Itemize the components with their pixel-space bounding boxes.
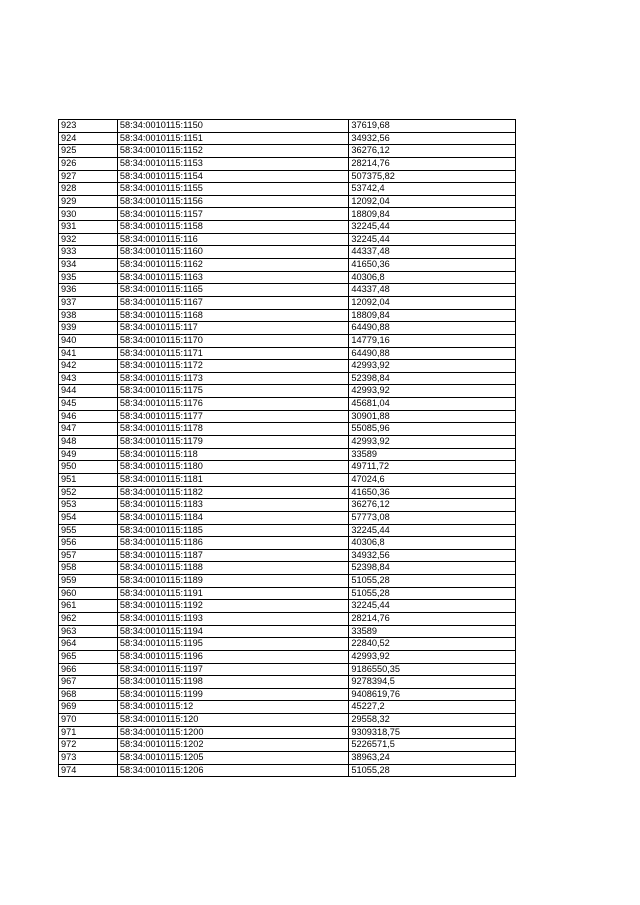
- cadastral-number-cell: 58:34:0010115:1205: [117, 752, 349, 765]
- table-row: [59, 600, 516, 613]
- row-number-cell: 972: [59, 739, 118, 752]
- table-row: [59, 549, 516, 562]
- cadastral-number-cell: 58:34:0010115:1197: [117, 663, 349, 676]
- table-row: [59, 562, 516, 575]
- value-cell: 49711,72: [349, 461, 516, 474]
- row-number-cell: 961: [59, 600, 118, 613]
- row-number-cell: 948: [59, 436, 118, 449]
- value-cell: 42993,92: [349, 385, 516, 398]
- table-row: [59, 461, 516, 474]
- value-cell: 53742,4: [349, 183, 516, 196]
- cadastral-number-cell: 58:34:0010115:1202: [117, 739, 349, 752]
- value-cell: 44337,48: [349, 246, 516, 259]
- cadastral-number-cell: 58:34:0010115:1180: [117, 461, 349, 474]
- cadastral-number-cell: 58:34:0010115:1192: [117, 600, 349, 613]
- table-row: [59, 385, 516, 398]
- value-cell: 45681,04: [349, 398, 516, 411]
- cadastral-number-cell: 58:34:0010115:1172: [117, 360, 349, 373]
- cadastral-number-cell: 58:34:0010115:1154: [117, 170, 349, 183]
- cadastral-number-cell: 58:34:0010115:1162: [117, 259, 349, 272]
- value-cell: 5226571,5: [349, 739, 516, 752]
- table-row: [59, 296, 516, 309]
- row-number-cell: 959: [59, 575, 118, 588]
- value-cell: 29558,32: [349, 714, 516, 727]
- value-cell: 32245,44: [349, 233, 516, 246]
- table-row: [59, 410, 516, 423]
- table-row: [59, 650, 516, 663]
- cadastral-number-cell: 58:34:0010115:1160: [117, 246, 349, 259]
- row-number-cell: 969: [59, 701, 118, 714]
- row-number-cell: 939: [59, 322, 118, 335]
- value-cell: 64490,88: [349, 347, 516, 360]
- value-cell: 34932,56: [349, 549, 516, 562]
- value-cell: 47024,6: [349, 473, 516, 486]
- value-cell: 40306,8: [349, 537, 516, 550]
- value-cell: 55085,96: [349, 423, 516, 436]
- row-number-cell: 952: [59, 486, 118, 499]
- value-cell: 32245,44: [349, 600, 516, 613]
- cadastral-number-cell: 58:34:0010115:1187: [117, 549, 349, 562]
- value-cell: 9278394,5: [349, 676, 516, 689]
- row-number-cell: 944: [59, 385, 118, 398]
- table-row: [59, 764, 516, 777]
- cadastral-number-cell: 58:34:0010115:1195: [117, 638, 349, 651]
- row-number-cell: 928: [59, 183, 118, 196]
- value-cell: 52398,84: [349, 562, 516, 575]
- value-cell: 41650,36: [349, 486, 516, 499]
- row-number-cell: 929: [59, 195, 118, 208]
- value-cell: 51055,28: [349, 575, 516, 588]
- value-cell: 12092,04: [349, 195, 516, 208]
- cadastral-number-cell: 58:34:0010115:1175: [117, 385, 349, 398]
- table-row: [59, 195, 516, 208]
- row-number-cell: 962: [59, 612, 118, 625]
- value-cell: 41650,36: [349, 259, 516, 272]
- table-row: [59, 170, 516, 183]
- row-number-cell: 965: [59, 650, 118, 663]
- value-cell: 34932,56: [349, 132, 516, 145]
- data-table: [58, 119, 516, 777]
- table-row: [59, 625, 516, 638]
- cadastral-number-cell: 58:34:0010115:1171: [117, 347, 349, 360]
- cadastral-number-cell: 58:34:0010115:1184: [117, 511, 349, 524]
- table-row: [59, 688, 516, 701]
- cadastral-number-cell: 58:34:0010115:1183: [117, 499, 349, 512]
- cadastral-number-cell: 58:34:0010115:1168: [117, 309, 349, 322]
- value-cell: 42993,92: [349, 360, 516, 373]
- row-number-cell: 923: [59, 120, 118, 133]
- value-cell: 51055,28: [349, 587, 516, 600]
- cadastral-number-cell: 58:34:0010115:1158: [117, 221, 349, 234]
- table-row: [59, 739, 516, 752]
- row-number-cell: 938: [59, 309, 118, 322]
- cadastral-number-cell: 58:34:0010115:1155: [117, 183, 349, 196]
- table-row: [59, 511, 516, 524]
- value-cell: 57773,08: [349, 511, 516, 524]
- value-cell: 33589: [349, 625, 516, 638]
- cadastral-number-cell: 58:34:0010115:1173: [117, 372, 349, 385]
- value-cell: 36276,12: [349, 499, 516, 512]
- table-row: [59, 752, 516, 765]
- table-row: [59, 233, 516, 246]
- row-number-cell: 931: [59, 221, 118, 234]
- table-row: [59, 726, 516, 739]
- cadastral-number-cell: 58:34:0010115:1176: [117, 398, 349, 411]
- value-cell: 45227,2: [349, 701, 516, 714]
- table-row: [59, 360, 516, 373]
- cadastral-number-cell: 58:34:0010115:1186: [117, 537, 349, 550]
- row-number-cell: 967: [59, 676, 118, 689]
- cadastral-number-cell: 58:34:0010115:1185: [117, 524, 349, 537]
- row-number-cell: 971: [59, 726, 118, 739]
- cadastral-number-cell: 58:34:0010115:1179: [117, 436, 349, 449]
- row-number-cell: 968: [59, 688, 118, 701]
- table-row: [59, 524, 516, 537]
- cadastral-number-cell: 58:34:0010115:1157: [117, 208, 349, 221]
- row-number-cell: 927: [59, 170, 118, 183]
- row-number-cell: 950: [59, 461, 118, 474]
- table-row: [59, 537, 516, 550]
- row-number-cell: 973: [59, 752, 118, 765]
- table-row: [59, 322, 516, 335]
- table-row: [59, 473, 516, 486]
- value-cell: 42993,92: [349, 436, 516, 449]
- value-cell: 52398,84: [349, 372, 516, 385]
- cadastral-number-cell: 58:34:0010115:1182: [117, 486, 349, 499]
- row-number-cell: 936: [59, 284, 118, 297]
- table-row: [59, 157, 516, 170]
- row-number-cell: 958: [59, 562, 118, 575]
- cadastral-number-cell: 58:34:0010115:1167: [117, 296, 349, 309]
- value-cell: 28214,76: [349, 612, 516, 625]
- row-number-cell: 942: [59, 360, 118, 373]
- table-row: [59, 259, 516, 272]
- row-number-cell: 953: [59, 499, 118, 512]
- table-row: [59, 334, 516, 347]
- table-row: [59, 612, 516, 625]
- table-row: [59, 676, 516, 689]
- row-number-cell: 955: [59, 524, 118, 537]
- value-cell: 22840,52: [349, 638, 516, 651]
- cadastral-number-cell: 58:34:0010115:1151: [117, 132, 349, 145]
- value-cell: 40306,8: [349, 271, 516, 284]
- row-number-cell: 941: [59, 347, 118, 360]
- row-number-cell: 924: [59, 132, 118, 145]
- table-row: [59, 486, 516, 499]
- row-number-cell: 974: [59, 764, 118, 777]
- cadastral-number-cell: 58:34:0010115:1196: [117, 650, 349, 663]
- row-number-cell: 966: [59, 663, 118, 676]
- value-cell: 32245,44: [349, 221, 516, 234]
- cadastral-number-cell: 58:34:0010115:1200: [117, 726, 349, 739]
- value-cell: 18809,84: [349, 208, 516, 221]
- row-number-cell: 935: [59, 271, 118, 284]
- row-number-cell: 949: [59, 448, 118, 461]
- row-number-cell: 970: [59, 714, 118, 727]
- table-row: [59, 271, 516, 284]
- cadastral-number-cell: 58:34:0010115:1156: [117, 195, 349, 208]
- table-row: [59, 132, 516, 145]
- row-number-cell: 930: [59, 208, 118, 221]
- value-cell: 64490,88: [349, 322, 516, 335]
- value-cell: 33589: [349, 448, 516, 461]
- value-cell: 12092,04: [349, 296, 516, 309]
- row-number-cell: 940: [59, 334, 118, 347]
- table-row: [59, 575, 516, 588]
- row-number-cell: 956: [59, 537, 118, 550]
- row-number-cell: 946: [59, 410, 118, 423]
- value-cell: 51055,28: [349, 764, 516, 777]
- value-cell: 30901,88: [349, 410, 516, 423]
- cadastral-number-cell: 58:34:0010115:1163: [117, 271, 349, 284]
- value-cell: 9186550,35: [349, 663, 516, 676]
- value-cell: 32245,44: [349, 524, 516, 537]
- table-row: [59, 448, 516, 461]
- value-cell: 507375,82: [349, 170, 516, 183]
- cadastral-number-cell: 58:34:0010115:1199: [117, 688, 349, 701]
- table-row: [59, 701, 516, 714]
- cadastral-number-cell: 58:34:0010115:1181: [117, 473, 349, 486]
- table-row: [59, 423, 516, 436]
- row-number-cell: 934: [59, 259, 118, 272]
- value-cell: 18809,84: [349, 309, 516, 322]
- cadastral-number-cell: 58:34:0010115:116: [117, 233, 349, 246]
- cadastral-number-cell: 58:34:0010115:117: [117, 322, 349, 335]
- table-row: [59, 499, 516, 512]
- value-cell: 38963,24: [349, 752, 516, 765]
- value-cell: 14779,16: [349, 334, 516, 347]
- row-number-cell: 964: [59, 638, 118, 651]
- table-row: [59, 663, 516, 676]
- row-number-cell: 963: [59, 625, 118, 638]
- value-cell: 9408619,76: [349, 688, 516, 701]
- table-row: [59, 183, 516, 196]
- value-cell: 44337,48: [349, 284, 516, 297]
- cadastral-number-cell: 58:34:0010115:1194: [117, 625, 349, 638]
- table-row: [59, 436, 516, 449]
- table-row: [59, 638, 516, 651]
- cadastral-number-cell: 58:34:0010115:120: [117, 714, 349, 727]
- row-number-cell: 960: [59, 587, 118, 600]
- table-row: [59, 398, 516, 411]
- row-number-cell: 947: [59, 423, 118, 436]
- row-number-cell: 932: [59, 233, 118, 246]
- value-cell: 37619,68: [349, 120, 516, 133]
- row-number-cell: 925: [59, 145, 118, 158]
- cadastral-number-cell: 58:34:0010115:1193: [117, 612, 349, 625]
- table-row: [59, 284, 516, 297]
- table-row: [59, 587, 516, 600]
- cadastral-number-cell: 58:34:0010115:1152: [117, 145, 349, 158]
- cadastral-number-cell: 58:34:0010115:1191: [117, 587, 349, 600]
- table-row: [59, 372, 516, 385]
- cadastral-number-cell: 58:34:0010115:1150: [117, 120, 349, 133]
- cadastral-number-cell: 58:34:0010115:1153: [117, 157, 349, 170]
- table-row: [59, 208, 516, 221]
- row-number-cell: 957: [59, 549, 118, 562]
- row-number-cell: 943: [59, 372, 118, 385]
- cadastral-number-cell: 58:34:0010115:12: [117, 701, 349, 714]
- row-number-cell: 951: [59, 473, 118, 486]
- table-row: [59, 714, 516, 727]
- value-cell: 9309318,75: [349, 726, 516, 739]
- table-row: [59, 246, 516, 259]
- cadastral-number-cell: 58:34:0010115:1188: [117, 562, 349, 575]
- row-number-cell: 933: [59, 246, 118, 259]
- cadastral-number-cell: 58:34:0010115:1189: [117, 575, 349, 588]
- value-cell: 28214,76: [349, 157, 516, 170]
- cadastral-number-cell: 58:34:0010115:118: [117, 448, 349, 461]
- table-body: [59, 120, 516, 777]
- cadastral-number-cell: 58:34:0010115:1165: [117, 284, 349, 297]
- row-number-cell: 954: [59, 511, 118, 524]
- value-cell: 36276,12: [349, 145, 516, 158]
- cadastral-number-cell: 58:34:0010115:1170: [117, 334, 349, 347]
- cadastral-number-cell: 58:34:0010115:1177: [117, 410, 349, 423]
- value-cell: 42993,92: [349, 650, 516, 663]
- table-row: [59, 145, 516, 158]
- table-row: [59, 347, 516, 360]
- cadastral-number-cell: 58:34:0010115:1206: [117, 764, 349, 777]
- table-row: [59, 309, 516, 322]
- cadastral-number-cell: 58:34:0010115:1198: [117, 676, 349, 689]
- row-number-cell: 937: [59, 296, 118, 309]
- table-row: [59, 120, 516, 133]
- cadastral-number-cell: 58:34:0010115:1178: [117, 423, 349, 436]
- row-number-cell: 945: [59, 398, 118, 411]
- row-number-cell: 926: [59, 157, 118, 170]
- table-row: [59, 221, 516, 234]
